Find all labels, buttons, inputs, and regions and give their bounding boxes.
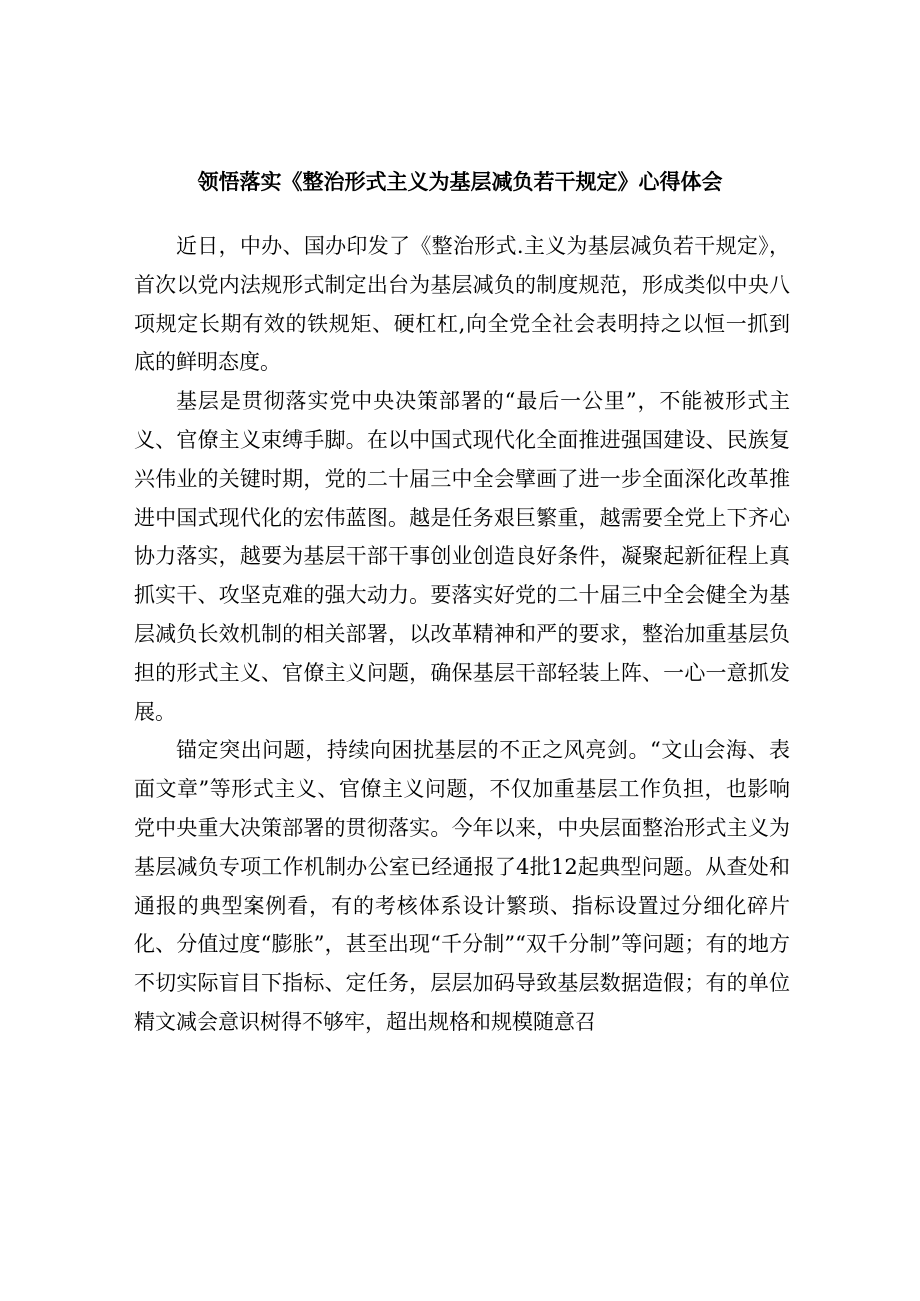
document-title: 领悟落实《整治形式主义为基层减负若干规定》心得体会 <box>197 169 723 194</box>
paragraph-2: 基层是贯彻落实党中央决策部署的“最后一公里”，不能被形式主义、官僚主义束缚手脚。在以中国式现代化全面推进强国建设、民族复兴伟业的关键时期，党的二十届三中全会擘画了进一步全面深化改革推进中国式现代化的宏伟蓝图。越是任务艰巨繁重，越需要全党上下齐心协力落实，越要为基层干部干事创业创造良好条件，凝聚起新征程上真抓实干、攻坚克难的强大动力。要落实好党的二十届三中全会健全为基层减负长效机制的相关部署，以改革精神和严的要求，整治加重基层负担的形式主义、官僚主义问题，确保基层干部轻装上阵、一心一意抓发展。 <box>134 389 790 724</box>
paragraph-3: 锚定突出问题，持续向困扰基层的不正之风亮剑。“文山会海、表面文章”等形式主义、官僚主义问题，不仅加重基层工作负担，也影响党中央重大决策部署的贯彻落实。今年以来，中央层面整治形式主义为基层减负专项工作机制办公室已经通报了4批12起典型问题。从查处和通报的典型案例看，有的考核体系设计繁琐、指标设置过分细化碎片化、分值过度“膨胀”，甚至出现“千分制”“双千分制”等问题；有的地方不切实际盲目下指标、定任务，层层加码导致基层数据造假；有的单位精文减会意识树得不够牢，超出规格和规模随意召 <box>134 738 790 1034</box>
document-body <box>134 227 790 1042</box>
paragraph-1: 近日，中办、国办印发了《整治形式.主义为基层减负若干规定》，首次以党内法规形式制定出台为基层减负的制度规范，形成类似中央八项规定长期有效的铁规矩、硬杠杠,向全党全社会表明持之以恒一抓到底的鲜明态度。 <box>134 234 790 375</box>
